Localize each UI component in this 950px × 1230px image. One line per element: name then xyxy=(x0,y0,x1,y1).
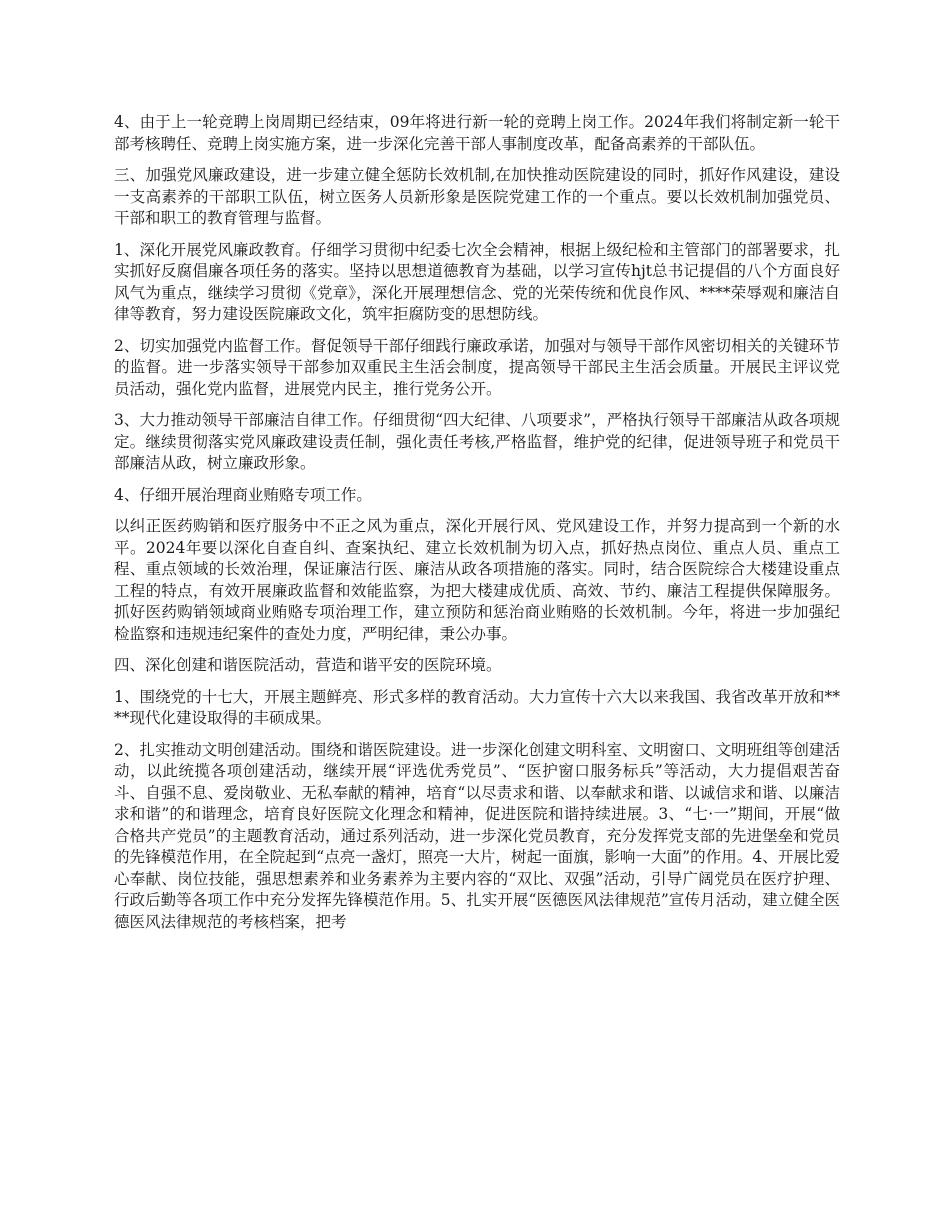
paragraph-10: 2、扎实推动文明创建活动。围绕和谐医院建设。进一步深化创建文明科室、文明窗口、文明班组等创建活动，以此统揽各项创建活动，继续开展“评选优秀党员”、“医护窗口服务标兵”等活动，大力提倡艰苦奋斗、自强不息、爱岗敬业、无私奉献的精神，培育“以尽责求和谐、以奉献求和谐、以诚信求和谐、以廉洁求和谐”的和谐理念，培育良好医院文化理念和精神，促进医院和谐持续进展。3、“七·一”期间，开展“做合格共产党员”的主题教育活动，通过系列活动，进一步深化党员教育，充分发挥党支部的先进堡垒和党员的先锋模范作用，在全院起到“点亮一盏灯，照亮一大片，树起一面旗，影响一大面”的作用。4、开展比爱心奉献、岗位技能，强思想素养和业务素养为主要内容的“双比、双强”活动，引导广阔党员在医疗护理、行政后勤等各项工作中充分发挥先锋模范作用。5、扎实开展“医德医风法律规范”宣传月活动，建立健全医德医风法律规范的考核档案，把考 xyxy=(114,740,840,931)
paragraph-4: 2、切实加强党内监督工作。督促领导干部仔细践行廉政承诺，加强对与领导干部作风密切相关的关键环节的监督。进一步落实领导干部参加双重民主生活会制度，提高领导干部民主生活会质量。开展民主评议党员活动，强化党内监督，进展党内民主，推行党务公开。 xyxy=(114,336,840,398)
paragraph-8: 四、深化创建和谐医院活动，营造和谐平安的医院环境。 xyxy=(114,656,502,674)
paragraph-9: 1、围绕党的十七大，开展主题鲜亮、形式多样的教育活动。大力宣传十六大以来我国、我省改革开放和****现代化建设取得的丰硕成果。 xyxy=(114,687,840,727)
paragraph-6: 4、仔细开展治理商业贿赂专项工作。 xyxy=(114,485,372,504)
paragraph-2: 三、加强党风廉政建设，进一步建立健全惩防长效机制,在加快推动医院建设的同时，抓好作风建设，建设一支高素养的干部职工队伍，树立医务人员新形象是医院党建工作的一个重点。要以长效机制加强党员、干部和职工的教育管理与监督。 xyxy=(114,166,840,227)
paragraph-5: 3、大力推动领导干部廉洁自律工作。仔细贯彻“四大纪律、八项要求”，严格执行领导干部廉洁从政各项规定。继续贯彻落实党风廉政建设责任制，强化责任考核,严格监督，维护党的纪律，促进领导班子和党员干部廉洁从政，树立廉政形象。 xyxy=(114,411,840,472)
paragraph-1: 4、由于上一轮竞聘上岗周期已经结束，09年将进行新一轮的竞聘上岗工作。2024年我们将制定新一轮干部考核聘任、竞聘上岗实施方案，进一步深化完善干部人事制度改革，配备高素养的干部队伍。 xyxy=(114,113,840,153)
paragraph-7: 以纠正医药购销和医疗服务中不正之风为重点，深化开展行风、党风建设工作，并努力提高到一个新的水平。2024年要以深化自查自纠、查案执纪、建立长效机制为切入点，抓好热点岗位、重点人员、重点工程、重点领域的长效治理，保证廉洁行医、廉洁从政各项措施的落实。同时，结合医院综合大楼建设重点工程的特点，有效开展廉政监督和效能监察，为把大楼建成优质、高效、节约、廉洁工程提供保障服务。抓好医药购销领域商业贿赂专项治理工作，建立预防和惩治商业贿赂的长效机制。今年，将进一步加强纪检监察和违规违纪案件的查处力度，严明纪律，秉公办事。 xyxy=(114,517,840,643)
document-body xyxy=(114,112,840,943)
paragraph-3: 1、深化开展党风廉政教育。仔细学习贯彻中纪委七次全会精神，根据上级纪检和主管部门的部署要求，扎实抓好反腐倡廉各项任务的落实。坚持以思想道德教育为基础，以学习宣传hjt总书记提倡的八个方面良好风气为重点，继续学习贯彻《党章》，深化开展理想信念、党的光荣传统和优良作风、****荣辱观和廉洁自律等教育，努力建设医院廉政文化，筑牢拒腐防变的思想防线。 xyxy=(114,240,840,323)
